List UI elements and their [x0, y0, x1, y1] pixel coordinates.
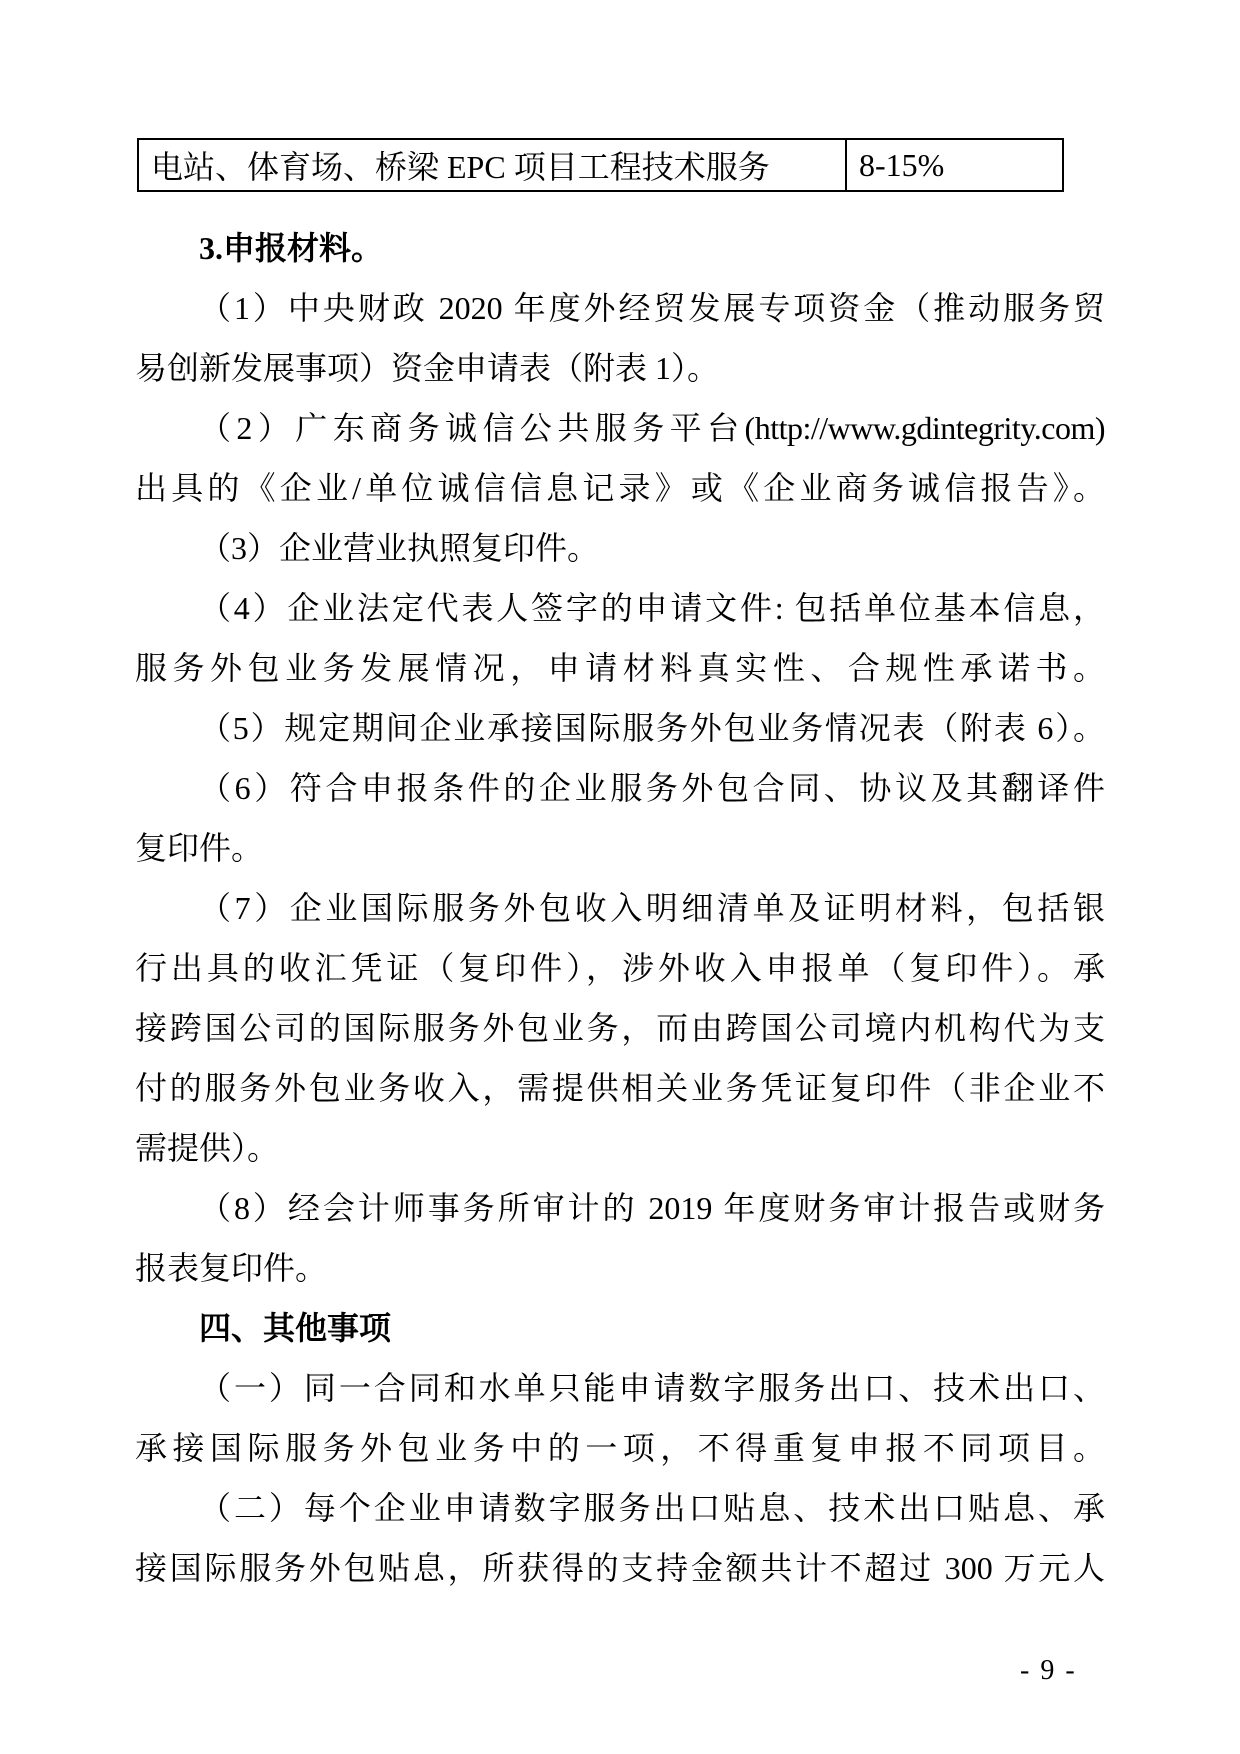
paragraph-item-5-line-1: （5）规定期间企业承接国际服务外包业务情况表（附表 6）。 [199, 710, 1105, 746]
section-heading-application-materials: 3.申报材料。 [199, 230, 384, 266]
paragraph-item-3-line-1: （3）企业营业执照复印件。 [199, 530, 600, 566]
paragraph-item-7-line-4: 付的服务外包业务收入，需提供相关业务凭证复印件（非企业不 [135, 1070, 1105, 1106]
page-number: - 9 - [1020, 1655, 1077, 1686]
paragraph-item-4-line-1: （4）企业法定代表人签字的申请文件: 包括单位基本信息， [199, 590, 1105, 626]
paragraph-other-1-line-1: （一）同一合同和水单只能申请数字服务出口、技术出口、 [199, 1370, 1105, 1406]
paragraph-other-2-line-2: 接国际服务外包贴息，所获得的支持金额共计不超过 300 万元人 [135, 1550, 1105, 1586]
paragraph-item-6-line-1: （6）符合申报条件的企业服务外包合同、协议及其翻译件 [199, 770, 1105, 806]
paragraph-item-8-line-2: 报表复印件。 [135, 1250, 328, 1286]
paragraph-item-1-line-2: 易创新发展事项）资金申请表（附表 1）。 [135, 350, 720, 386]
body-text-block [135, 218, 1105, 1598]
paragraph-item-7-line-1: （7）企业国际服务外包收入明细清单及证明材料，包括银 [199, 890, 1105, 926]
paragraph-item-7-line-3: 接跨国公司的国际服务外包业务，而由跨国公司境内机构代为支 [135, 1010, 1105, 1046]
service-rate-table [137, 138, 1064, 192]
table-row [138, 139, 1063, 191]
paragraph-other-2-line-1: （二）每个企业申请数字服务出口贴息、技术出口贴息、承 [199, 1490, 1105, 1526]
paragraph-item-8-line-1: （8）经会计师事务所审计的 2019 年度财务审计报告或财务 [199, 1190, 1105, 1226]
table-cell-service-name: 电站、体育场、桥梁 EPC 项目工程技术服务 [138, 139, 846, 191]
paragraph-item-7-line-2: 行出具的收汇凭证（复印件），涉外收入申报单（复印件）。承 [135, 950, 1105, 986]
paragraph-item-4-line-2: 服务外包业务发展情况，申请材料真实性、合规性承诺书。 [135, 650, 1105, 686]
paragraph-item-2-line-1: （2）广东商务诚信公共服务平台(http://www.gdintegrity.com) [199, 410, 1105, 446]
paragraph-item-6-line-2: 复印件。 [135, 830, 264, 866]
paragraph-other-1-line-2: 承接国际服务外包业务中的一项，不得重复申报不同项目。 [135, 1430, 1105, 1466]
section-heading-other-matters: 四、其他事项 [199, 1310, 392, 1346]
paragraph-item-7-line-5: 需提供）。 [135, 1130, 280, 1166]
paragraph-item-1-line-1: （1）中央财政 2020 年度外经贸发展专项资金（推动服务贸 [199, 290, 1105, 326]
table-cell-rate-value: 8-15% [846, 139, 1063, 191]
paragraph-item-2-line-2: 出具的《企业/单位诚信信息记录》或《企业商务诚信报告》。 [135, 470, 1105, 506]
